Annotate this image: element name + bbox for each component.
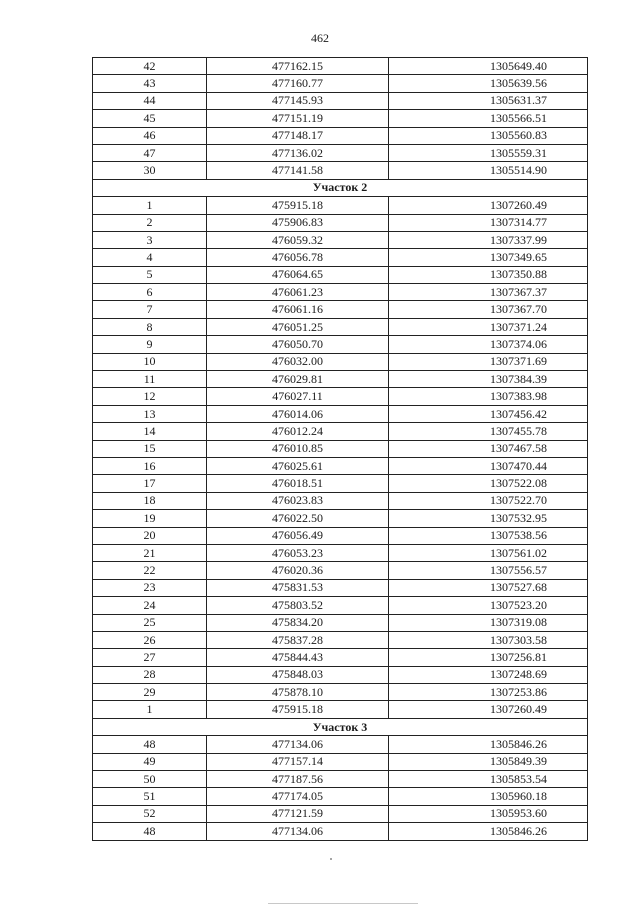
y-coordinate-cell: 1307522.08	[389, 475, 588, 492]
point-number-cell: 20	[93, 527, 207, 544]
point-number-cell: 24	[93, 597, 207, 614]
y-coordinate-cell: 1307561.02	[389, 544, 588, 561]
table-row	[93, 614, 588, 631]
x-coordinate-cell: 476064.65	[207, 266, 389, 283]
point-number-cell: 10	[93, 353, 207, 370]
point-number-cell: 42	[93, 58, 207, 75]
y-coordinate-cell: 1307383.98	[389, 388, 588, 405]
y-coordinate-cell: 1307367.70	[389, 301, 588, 318]
point-number-cell: 26	[93, 631, 207, 648]
y-coordinate-cell: 1307456.42	[389, 405, 588, 422]
x-coordinate-cell: 477162.15	[207, 58, 389, 75]
y-coordinate-cell: 1305846.26	[389, 736, 588, 753]
x-coordinate-cell: 476032.00	[207, 353, 389, 370]
point-number-cell: 48	[93, 736, 207, 753]
point-number-cell: 23	[93, 579, 207, 596]
y-coordinate-cell: 1307253.86	[389, 684, 588, 701]
table-row	[93, 440, 588, 457]
y-coordinate-cell: 1307248.69	[389, 666, 588, 683]
x-coordinate-cell: 475878.10	[207, 684, 389, 701]
point-number-cell: 52	[93, 805, 207, 822]
table-row	[93, 788, 588, 805]
point-number-cell: 16	[93, 457, 207, 474]
y-coordinate-cell: 1307538.56	[389, 527, 588, 544]
table-row	[93, 805, 588, 822]
table-row	[93, 753, 588, 770]
y-coordinate-cell: 1305566.51	[389, 110, 588, 127]
table-row	[93, 301, 588, 318]
y-coordinate-cell: 1305639.56	[389, 75, 588, 92]
y-coordinate-cell: 1307256.81	[389, 649, 588, 666]
x-coordinate-cell: 476027.11	[207, 388, 389, 405]
x-coordinate-cell: 477134.06	[207, 736, 389, 753]
point-number-cell: 14	[93, 423, 207, 440]
y-coordinate-cell: 1305514.90	[389, 162, 588, 179]
y-coordinate-cell: 1307337.99	[389, 231, 588, 248]
x-coordinate-cell: 475837.28	[207, 631, 389, 648]
point-number-cell: 13	[93, 405, 207, 422]
y-coordinate-cell: 1307384.39	[389, 371, 588, 388]
coordinates-table	[92, 57, 588, 841]
table-row	[93, 58, 588, 75]
y-coordinate-cell: 1307349.65	[389, 249, 588, 266]
x-coordinate-cell: 475848.03	[207, 666, 389, 683]
y-coordinate-cell: 1305849.39	[389, 753, 588, 770]
x-coordinate-cell: 477148.17	[207, 127, 389, 144]
y-coordinate-cell: 1307455.78	[389, 423, 588, 440]
table-row	[93, 214, 588, 231]
section-title: Участок 3	[93, 718, 588, 735]
section-title: Участок 2	[93, 179, 588, 196]
table-row	[93, 597, 588, 614]
y-coordinate-cell: 1307532.95	[389, 510, 588, 527]
table-row	[93, 475, 588, 492]
point-number-cell: 50	[93, 771, 207, 788]
table-row	[93, 75, 588, 92]
table-row	[93, 562, 588, 579]
point-number-cell: 7	[93, 301, 207, 318]
point-number-cell: 48	[93, 823, 207, 840]
coordinates-table-body	[93, 58, 588, 841]
table-row	[93, 492, 588, 509]
x-coordinate-cell: 476061.16	[207, 301, 389, 318]
x-coordinate-cell: 477157.14	[207, 753, 389, 770]
scan-artifact-line	[268, 903, 418, 904]
table-row	[93, 701, 588, 718]
x-coordinate-cell: 477136.02	[207, 144, 389, 161]
table-row	[93, 336, 588, 353]
section-header-row	[93, 179, 588, 196]
point-number-cell: 2	[93, 214, 207, 231]
y-coordinate-cell: 1305953.60	[389, 805, 588, 822]
y-coordinate-cell: 1307319.08	[389, 614, 588, 631]
table-row	[93, 405, 588, 422]
point-number-cell: 18	[93, 492, 207, 509]
point-number-cell: 11	[93, 371, 207, 388]
page-number: 462	[311, 31, 329, 45]
point-number-cell: 5	[93, 266, 207, 283]
point-number-cell: 8	[93, 318, 207, 335]
y-coordinate-cell: 1307371.24	[389, 318, 588, 335]
x-coordinate-cell: 476029.81	[207, 371, 389, 388]
scan-artifact-dot	[330, 858, 332, 860]
point-number-cell: 19	[93, 510, 207, 527]
y-coordinate-cell: 1305560.83	[389, 127, 588, 144]
table-row	[93, 457, 588, 474]
section-header-row	[93, 718, 588, 735]
x-coordinate-cell: 476018.51	[207, 475, 389, 492]
y-coordinate-cell: 1305649.40	[389, 58, 588, 75]
y-coordinate-cell: 1307367.37	[389, 284, 588, 301]
point-number-cell: 49	[93, 753, 207, 770]
x-coordinate-cell: 476023.83	[207, 492, 389, 509]
x-coordinate-cell: 476010.85	[207, 440, 389, 457]
table-row	[93, 127, 588, 144]
point-number-cell: 6	[93, 284, 207, 301]
y-coordinate-cell: 1307470.44	[389, 457, 588, 474]
table-row	[93, 771, 588, 788]
x-coordinate-cell: 477160.77	[207, 75, 389, 92]
x-coordinate-cell: 475844.43	[207, 649, 389, 666]
point-number-cell: 12	[93, 388, 207, 405]
y-coordinate-cell: 1307260.49	[389, 701, 588, 718]
x-coordinate-cell: 475831.53	[207, 579, 389, 596]
y-coordinate-cell: 1305559.31	[389, 144, 588, 161]
x-coordinate-cell: 476012.24	[207, 423, 389, 440]
y-coordinate-cell: 1307371.69	[389, 353, 588, 370]
x-coordinate-cell: 476050.70	[207, 336, 389, 353]
y-coordinate-cell: 1307556.57	[389, 562, 588, 579]
x-coordinate-cell: 476014.06	[207, 405, 389, 422]
x-coordinate-cell: 476025.61	[207, 457, 389, 474]
table-row	[93, 423, 588, 440]
y-coordinate-cell: 1305846.26	[389, 823, 588, 840]
point-number-cell: 47	[93, 144, 207, 161]
point-number-cell: 29	[93, 684, 207, 701]
x-coordinate-cell: 476022.50	[207, 510, 389, 527]
y-coordinate-cell: 1307260.49	[389, 197, 588, 214]
point-number-cell: 43	[93, 75, 207, 92]
table-row	[93, 249, 588, 266]
y-coordinate-cell: 1307350.88	[389, 266, 588, 283]
x-coordinate-cell: 476020.36	[207, 562, 389, 579]
table-row	[93, 371, 588, 388]
table-row	[93, 510, 588, 527]
point-number-cell: 1	[93, 197, 207, 214]
y-coordinate-cell: 1307522.70	[389, 492, 588, 509]
table-row	[93, 110, 588, 127]
table-row	[93, 144, 588, 161]
point-number-cell: 22	[93, 562, 207, 579]
point-number-cell: 25	[93, 614, 207, 631]
table-row	[93, 649, 588, 666]
table-row	[93, 266, 588, 283]
y-coordinate-cell: 1307523.20	[389, 597, 588, 614]
table-row	[93, 318, 588, 335]
point-number-cell: 21	[93, 544, 207, 561]
x-coordinate-cell: 477121.59	[207, 805, 389, 822]
point-number-cell: 46	[93, 127, 207, 144]
point-number-cell: 9	[93, 336, 207, 353]
y-coordinate-cell: 1307314.77	[389, 214, 588, 231]
table-row	[93, 684, 588, 701]
table-row	[93, 231, 588, 248]
point-number-cell: 1	[93, 701, 207, 718]
table-row	[93, 579, 588, 596]
table-row	[93, 197, 588, 214]
x-coordinate-cell: 477141.58	[207, 162, 389, 179]
point-number-cell: 17	[93, 475, 207, 492]
point-number-cell: 28	[93, 666, 207, 683]
x-coordinate-cell: 476056.49	[207, 527, 389, 544]
point-number-cell: 30	[93, 162, 207, 179]
table-row	[93, 92, 588, 109]
y-coordinate-cell: 1307374.06	[389, 336, 588, 353]
x-coordinate-cell: 475915.18	[207, 197, 389, 214]
x-coordinate-cell: 477174.05	[207, 788, 389, 805]
x-coordinate-cell: 475906.83	[207, 214, 389, 231]
x-coordinate-cell: 476053.23	[207, 544, 389, 561]
x-coordinate-cell: 476059.32	[207, 231, 389, 248]
point-number-cell: 4	[93, 249, 207, 266]
x-coordinate-cell: 476051.25	[207, 318, 389, 335]
x-coordinate-cell: 477187.56	[207, 771, 389, 788]
table-row	[93, 353, 588, 370]
x-coordinate-cell: 477134.06	[207, 823, 389, 840]
table-row	[93, 823, 588, 840]
x-coordinate-cell: 476061.23	[207, 284, 389, 301]
point-number-cell: 44	[93, 92, 207, 109]
y-coordinate-cell: 1307527.68	[389, 579, 588, 596]
point-number-cell: 51	[93, 788, 207, 805]
x-coordinate-cell: 475803.52	[207, 597, 389, 614]
y-coordinate-cell: 1307467.58	[389, 440, 588, 457]
table-row	[93, 666, 588, 683]
table-row	[93, 544, 588, 561]
y-coordinate-cell: 1307303.58	[389, 631, 588, 648]
point-number-cell: 3	[93, 231, 207, 248]
y-coordinate-cell: 1305853.54	[389, 771, 588, 788]
table-row	[93, 631, 588, 648]
point-number-cell: 27	[93, 649, 207, 666]
x-coordinate-cell: 477151.19	[207, 110, 389, 127]
y-coordinate-cell: 1305631.37	[389, 92, 588, 109]
table-row	[93, 527, 588, 544]
x-coordinate-cell: 477145.93	[207, 92, 389, 109]
table-row	[93, 388, 588, 405]
point-number-cell: 45	[93, 110, 207, 127]
table-row	[93, 162, 588, 179]
x-coordinate-cell: 476056.78	[207, 249, 389, 266]
table-row	[93, 284, 588, 301]
x-coordinate-cell: 475834.20	[207, 614, 389, 631]
point-number-cell: 15	[93, 440, 207, 457]
x-coordinate-cell: 475915.18	[207, 701, 389, 718]
table-row	[93, 736, 588, 753]
y-coordinate-cell: 1305960.18	[389, 788, 588, 805]
